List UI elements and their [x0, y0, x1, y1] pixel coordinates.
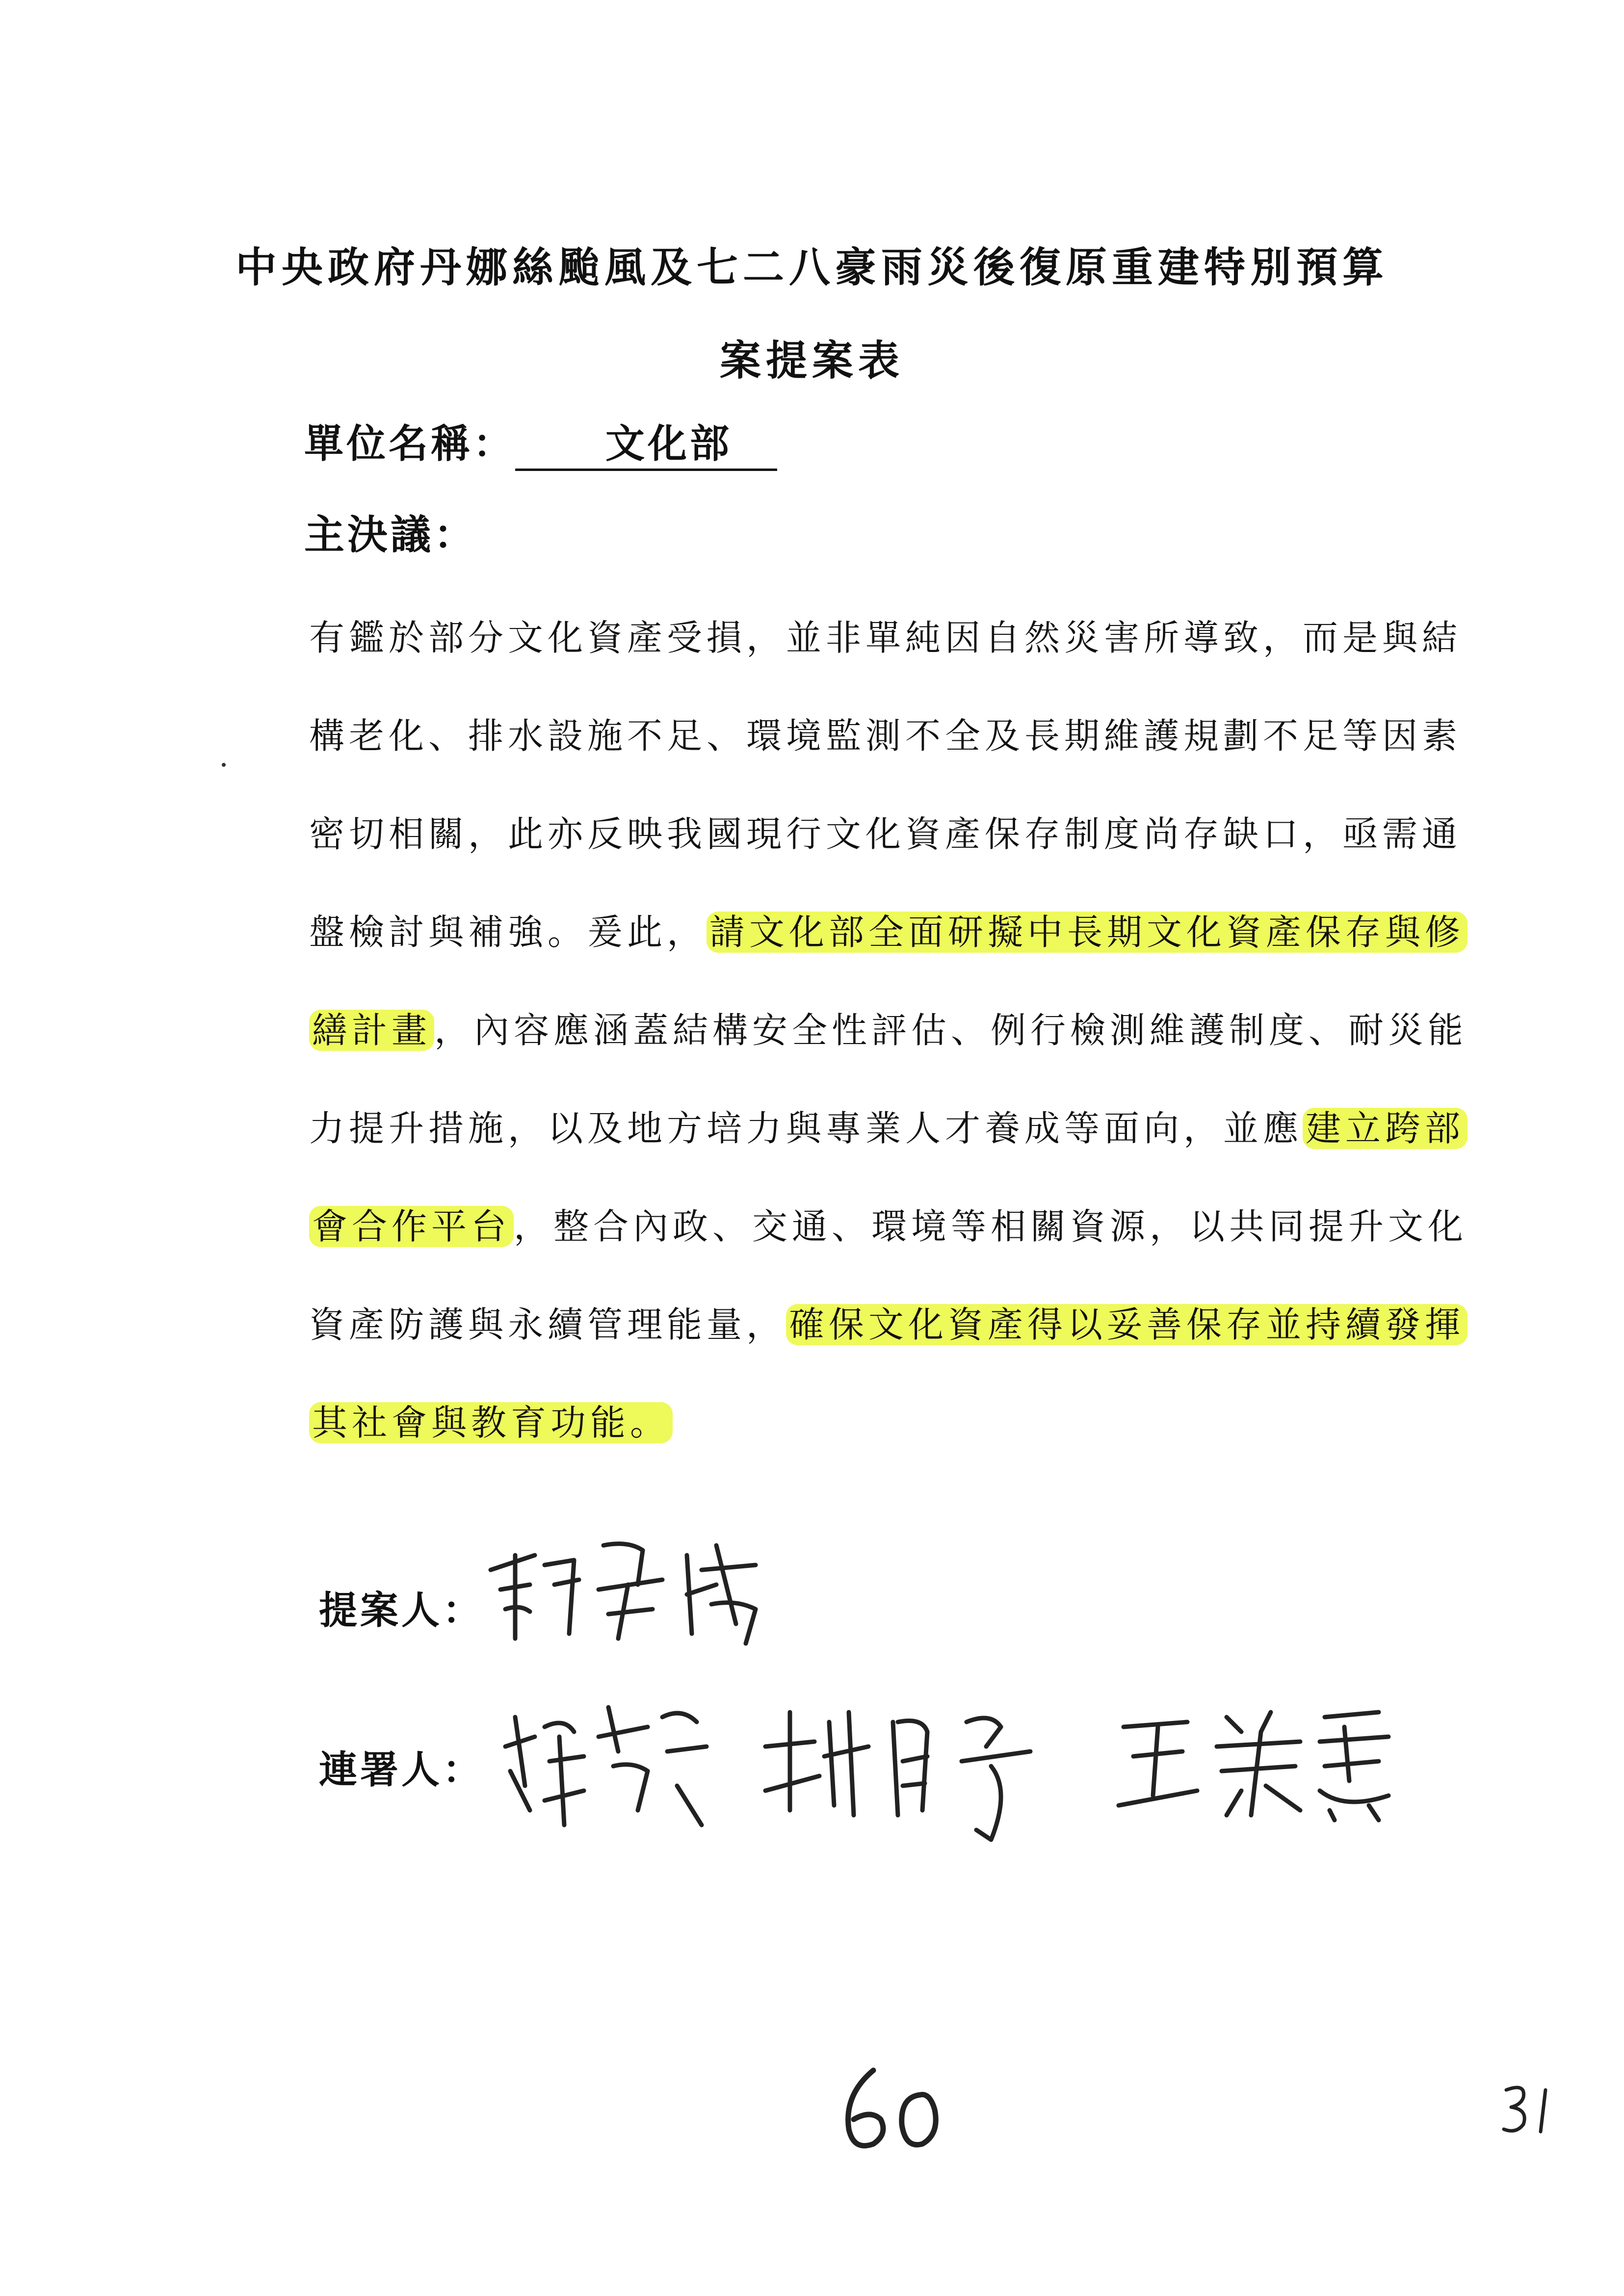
- body-line: 密切相關，此亦反映我國現行文化資產保存制度尚存缺口，亟需通: [309, 813, 1462, 855]
- body-text: 盤檢討與補強。爰此，: [309, 912, 707, 953]
- body-line: [309, 1300, 1467, 1349]
- highlighted-text: 確保文化資產得以妥善保存並持續發揮: [786, 1304, 1467, 1345]
- unit-blank-after: [732, 420, 777, 467]
- document-title-line1: 中央政府丹娜絲颱風及七二八豪雨災後復原重建特別預算: [235, 243, 1388, 291]
- highlighted-text: 請文化部全面研擬中長期文化資產保存與修: [707, 912, 1467, 953]
- cosigner-signature-1: [500, 1688, 726, 1845]
- highlighted-text: 建立跨部: [1303, 1108, 1467, 1149]
- highlighted-text: 其社會與教育功能。: [309, 1402, 673, 1443]
- proposer-label: 提案人：: [319, 1588, 484, 1633]
- unit-value: [515, 412, 777, 471]
- page-number-handwritten: [834, 2065, 952, 2154]
- body-text: ，內容應涵蓋結構安全性評估、例行檢測維護制度、耐災能: [434, 1010, 1468, 1051]
- unit-blank-before: [515, 420, 605, 467]
- body-text: ，整合內政、交通、環境等相關資源，以共同提升文化: [514, 1206, 1468, 1247]
- body-text: 資產防護與永續管理能量，: [309, 1304, 786, 1345]
- body-text: 力提升措施，以及地方培力與專業人才養成等面向，並應: [309, 1108, 1303, 1149]
- body-line: 構老化、排水設施不足、環境監測不全及長期維護規劃不足等因素: [309, 715, 1462, 757]
- unit-name: 文化部: [605, 420, 732, 467]
- body-line: [309, 908, 1467, 957]
- body-line: [309, 1104, 1467, 1153]
- stray-mark: [222, 763, 226, 767]
- resolution-heading: 主決議：: [304, 511, 477, 558]
- body-line: [309, 1398, 673, 1447]
- highlighted-text: 會合作平台: [309, 1206, 514, 1247]
- body-line: [309, 1202, 1467, 1251]
- unit-row: [304, 412, 777, 471]
- cosigner-signature-2: [756, 1693, 1060, 1854]
- document-title-line2: 案提案表: [719, 336, 904, 385]
- highlighted-text: 繕計畫: [309, 1010, 434, 1051]
- body-line: 有鑑於部分文化資產受損，並非單純因自然災害所導致，而是與結: [309, 617, 1462, 658]
- body-line: [309, 1006, 1467, 1055]
- cosigner-signature-3: [1114, 1697, 1398, 1825]
- unit-label: 單位名稱：: [304, 420, 515, 467]
- proposer-signature: [481, 1526, 785, 1648]
- page-number-corner: [1499, 2080, 1577, 2139]
- cosigner-label: 連署人：: [319, 1748, 484, 1792]
